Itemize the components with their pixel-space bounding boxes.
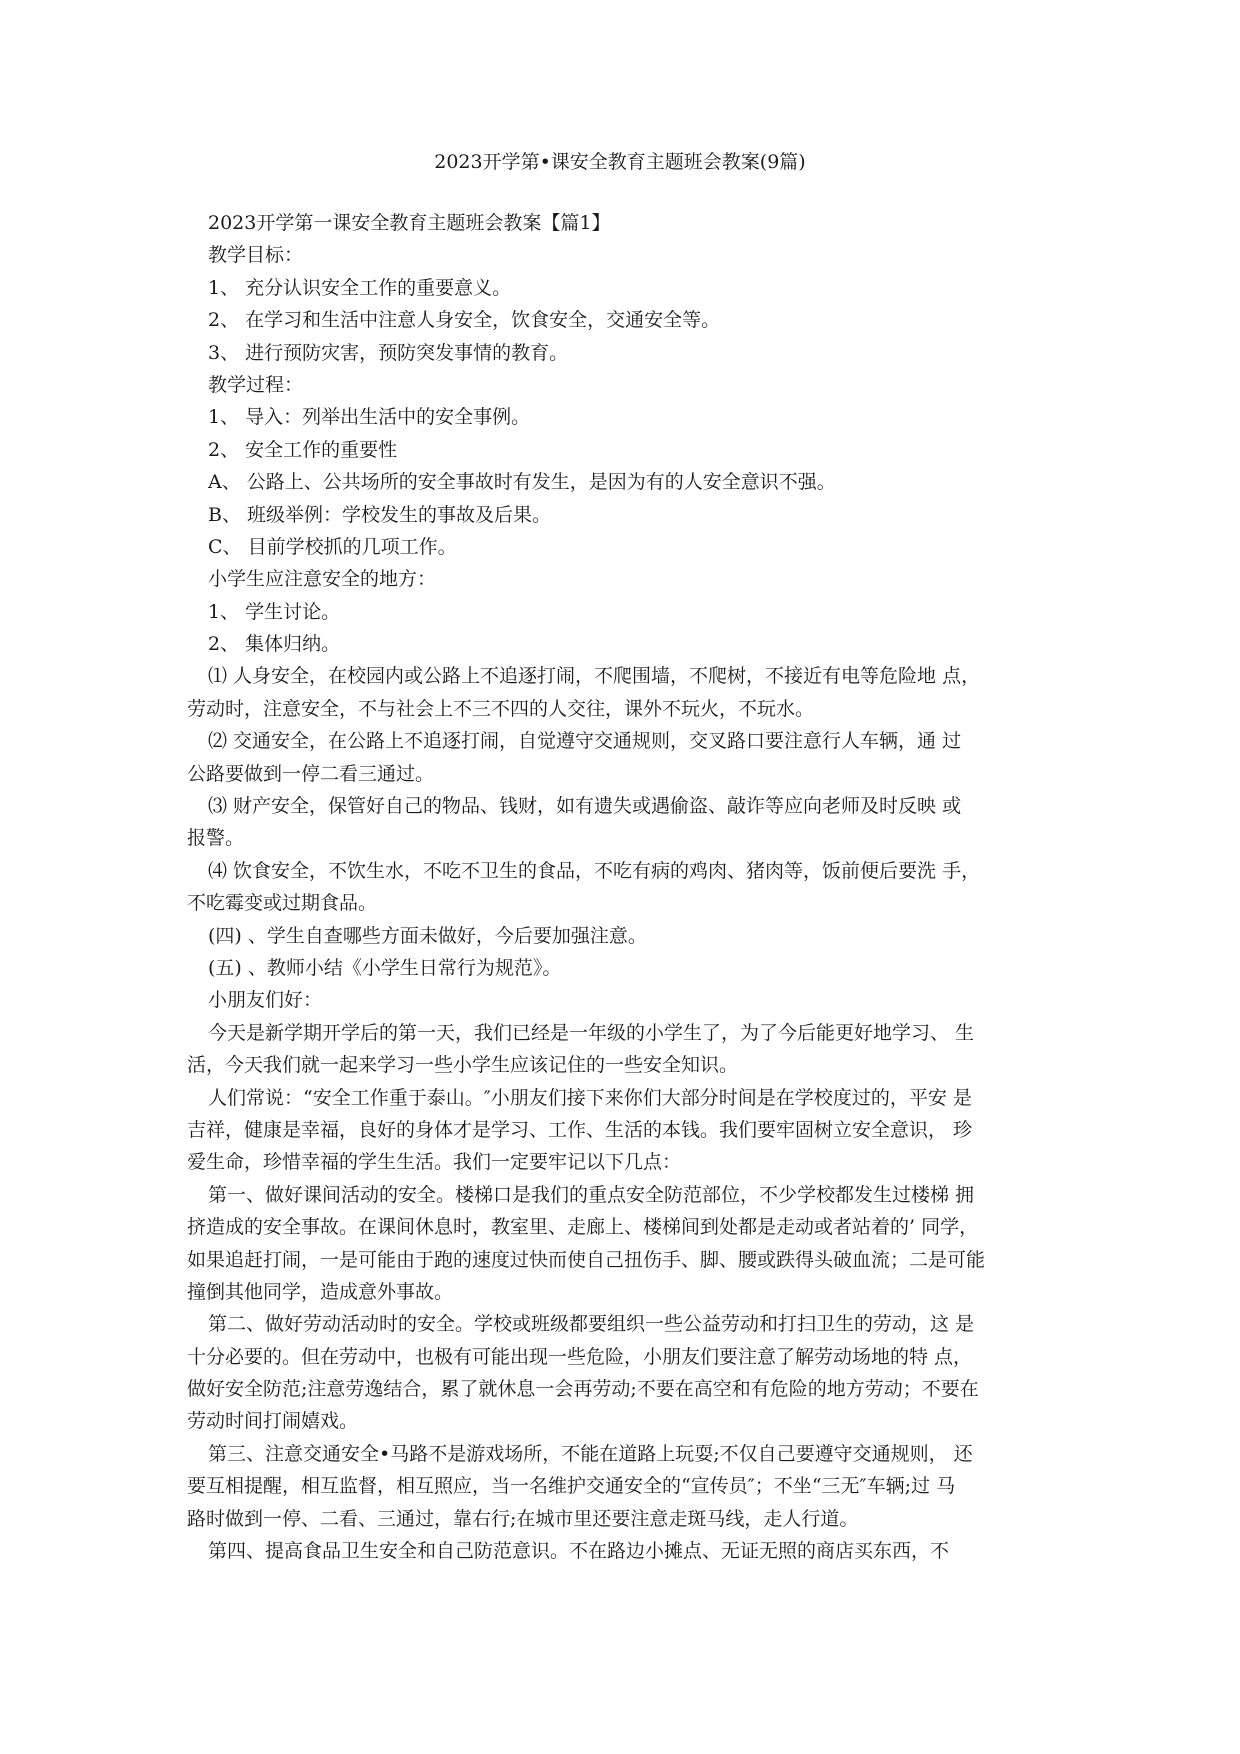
- text-line: 如果追赶打闹，一是可能由于跑的速度过快而使自己扭伤手、脚、腰或跌得头破血流；二是可能: [187, 1248, 986, 1271]
- text-line: 教学目标：: [208, 244, 304, 267]
- text-line: ⑴ 人身安全，在校园内或公路上不追逐打闹，不爬围墙，不爬树，不接近有电等危险地 点，: [208, 665, 981, 688]
- text-line: 活，今天我们就一起来学习一些小学生应该记住的一些安全知识。: [187, 1054, 739, 1077]
- text-line: C、 目前学校抓的几项工作。: [208, 535, 457, 558]
- text-line: 做好安全防范;注意劳逸结合，累了就休息一会再劳动;不要在高空和有危险的地方劳动；不要在: [187, 1378, 979, 1401]
- text-line: ⑶ 财产安全，保管好自己的物品、钱财，如有遗失或遇偷盗、敲诈等应向老师及时反映 或: [208, 795, 962, 818]
- document-body: [187, 207, 1088, 1567]
- text-line: 人们常说：“安全工作重于泰山。″小朋友们接下来你们大部分时间是在学校度过的，平安 是: [208, 1086, 972, 1109]
- text-line: 路时做到一停、二看、三通过，靠右行;在城市里还要注意走斑马线，走人行道。: [187, 1507, 859, 1530]
- text-line: 1、 学生讨论。: [208, 600, 341, 623]
- text-line: 撞倒其他同学，造成意外事故。: [187, 1280, 454, 1303]
- text-line: 2023开学第一课安全教育主题班会教案【篇1】: [208, 212, 611, 234]
- text-line: ⑷ 饮食安全，不饮生水，不吃不卫生的食品，不吃有病的鸡肉、猪肉等，饭前便后要洗 手，: [208, 859, 981, 882]
- text-line: 小朋友们好：: [208, 989, 323, 1012]
- text-line: 劳动时，注意安全，不与社会上不三不四的人交往，课外不玩火，不玩水。: [187, 697, 815, 720]
- document-title: 2023开学第•课安全教育主题班会教案(9篇): [434, 151, 806, 173]
- text-line: 第四、提高食品卫生安全和自己防范意识。不在路边小摊点、无证无照的商店买东西，不: [208, 1540, 950, 1563]
- text-line: 爱生命，珍惜幸福的学生生活。我们一定要牢记以下几点：: [187, 1151, 682, 1174]
- text-line: 十分必要的。但在劳动中，也极有可能出现一些危险，小朋友们要注意了解劳动场地的特 点，: [187, 1345, 973, 1368]
- text-line: 公路要做到一停二看三通过。: [187, 762, 435, 785]
- text-line: 2、 安全工作的重要性: [208, 438, 398, 461]
- text-line: 小学生应注意安全的地方：: [208, 568, 437, 591]
- text-line: 今天是新学期开学后的第一天，我们已经是一年级的小学生了，为了今后能更好地学习、 生: [208, 1021, 975, 1044]
- text-line: 2、 集体归纳。: [208, 633, 341, 656]
- text-line: 第一、做好课间活动的安全。楼梯口是我们的重点安全防范部位，不少学校都发生过楼梯 拥: [208, 1183, 975, 1206]
- text-line: 3、 进行预防灾害，预防突发事情的教育。: [208, 341, 569, 364]
- text-line: 劳动时间打闹嬉戏。: [187, 1410, 359, 1433]
- text-line: (四) 、学生自查哪些方面未做好，今后要加强注意。: [208, 924, 647, 947]
- text-line: 不吃霉变或过期食品。: [187, 892, 378, 915]
- text-line: 第二、做好劳动活动时的安全。学校或班级都要组织一些公益劳动和打扫卫生的劳动，这 是: [208, 1313, 975, 1336]
- text-line: 挤造成的安全事故。在课间休息时，教室里、走廊上、楼梯间到处都是走动或者站着的’ 同学，: [187, 1216, 979, 1239]
- text-line: ⑵ 交通安全，在公路上不追逐打闹，自觉遵守交通规则，交叉路口要注意行人车辆，通 过: [208, 730, 962, 753]
- text-line: 报警。: [187, 827, 245, 850]
- text-line: 吉祥，健康是幸福，良好的身体才是学习、工作、生活的本钱。我们要牢固树立安全意识， 珍: [187, 1118, 973, 1141]
- text-line: 1、 充分认识安全工作的重要意义。: [208, 276, 512, 299]
- text-line: 2、 在学习和生活中注意人身安全，饮食安全，交通安全等。: [208, 309, 721, 332]
- text-line: 1、 导入：列举出生活中的安全事例。: [208, 406, 531, 429]
- text-line: 第三、注意交通安全•马路不是游戏场所，不能在道路上玩耍;不仅自己要遵守交通规则， 还: [208, 1442, 973, 1465]
- text-line: A、 公路上、公共场所的安全事故时有发生，是因为有的人安全意识不强。: [208, 471, 836, 494]
- text-line: 教学过程：: [208, 373, 304, 396]
- text-line: 要互相提醒，相互监督，相互照应，当一名维护交通安全的“宣传员″；不坐“三无″车辆;过 马: [187, 1475, 956, 1498]
- text-line: (五) 、教师小结《小学生日常行为规范》。: [208, 956, 562, 979]
- text-line: B、 班级举例：学校发生的事故及后果。: [208, 503, 552, 526]
